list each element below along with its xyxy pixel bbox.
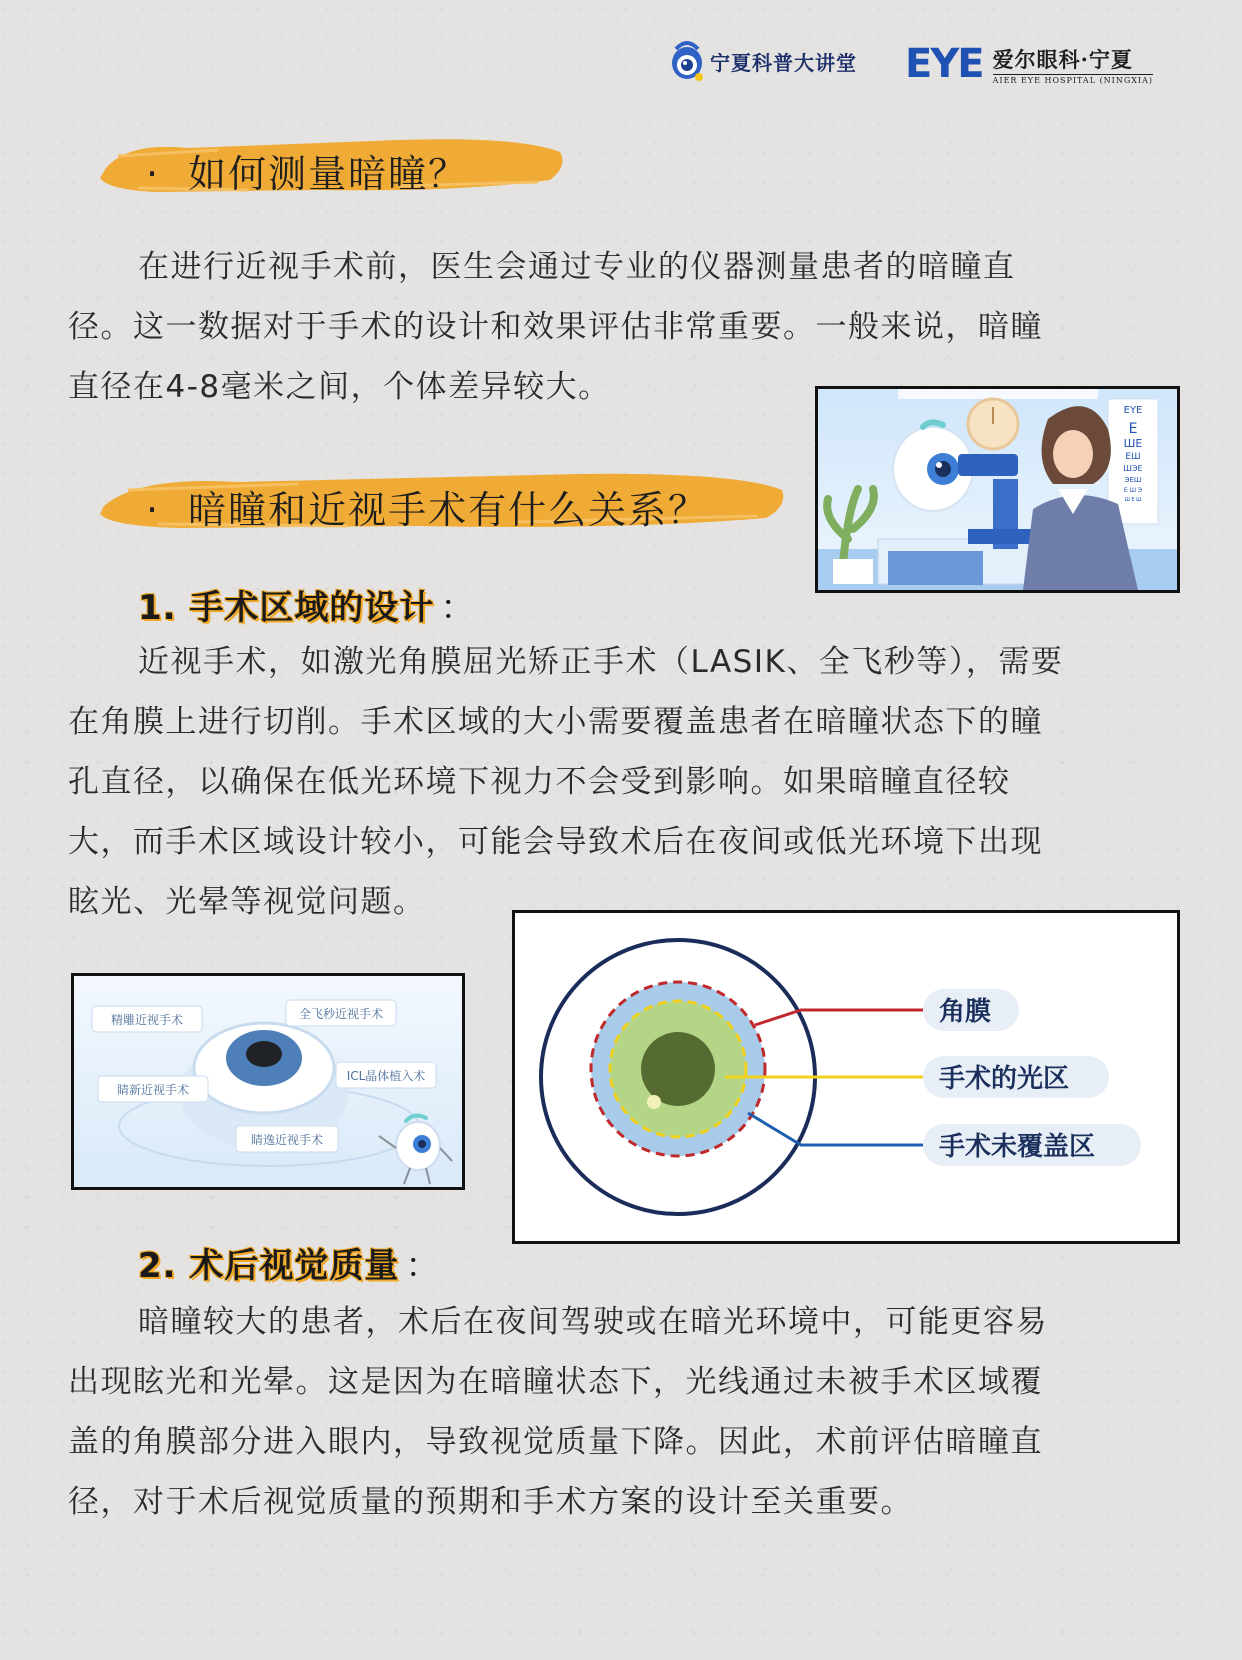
svg-text:手术未覆盖区: 手术未覆盖区 xyxy=(939,1132,1096,1162)
paragraph-line: 出现眩光和光晕。这是因为在暗瞳状态下，光线通过未被手术区域覆 xyxy=(68,1364,1043,1400)
surgical-area-paragraph xyxy=(68,632,1178,932)
paragraph-line: 盖的角膜部分进入眼内，导致视觉质量下降。因此，术前评估暗瞳直 xyxy=(68,1424,1043,1460)
paragraph-line: 眩光、光晕等视觉问题。 xyxy=(68,884,426,920)
hospital-name-cn: 爱尔眼科·宁夏 xyxy=(992,46,1133,72)
svg-text:全飞秒近视手术: 全飞秒近视手术 xyxy=(298,1007,384,1021)
surgery-types-illustration xyxy=(71,973,465,1190)
visual-quality-paragraph xyxy=(68,1292,1178,1532)
svg-text:睛逸近视手术: 睛逸近视手术 xyxy=(250,1133,324,1147)
subheading-surgical-area xyxy=(138,580,475,629)
eye-chart-row: ЭЕШ xyxy=(1124,476,1142,484)
section2-heading: · 暗瞳和近视手术有什么关系？ xyxy=(98,466,788,536)
paragraph-line: 直径在4-8毫米之间，个体差异较大。 xyxy=(68,369,611,405)
paragraph-line: 近视手术，如激光角膜屈光矫正手术（LASIK、全飞秒等），需要 xyxy=(138,644,1064,680)
subheading-text: 2. 术后视觉质量 xyxy=(138,1246,400,1286)
subheading-text: 1. 手术区域的设计 xyxy=(138,588,435,628)
subheading-colon: ： xyxy=(440,588,476,628)
paragraph-line: 径，对于术后视觉质量的预期和手术方案的设计至关重要。 xyxy=(68,1484,913,1520)
legend-cornea xyxy=(923,989,1019,1031)
hospital-logo xyxy=(905,40,1195,88)
svg-text:睛新近视手术: 睛新近视手术 xyxy=(116,1083,190,1097)
eye-chart-row: ШЭЕ xyxy=(1123,464,1143,473)
pupil xyxy=(641,1032,715,1106)
section1-heading-text: 如何测量暗瞳？ xyxy=(188,152,469,196)
eye-exam-illustration xyxy=(815,386,1180,593)
svg-text:手术的光区: 手术的光区 xyxy=(939,1064,1070,1094)
science-lecture-logo xyxy=(668,36,864,86)
svg-text:角膜: 角膜 xyxy=(939,997,992,1027)
hospital-name-en: AIER EYE HOSPITAL (NINGXIA) xyxy=(992,75,1153,85)
surgery-label-1 xyxy=(92,1006,202,1032)
section2-heading-text: 暗瞳和近视手术有什么关系？ xyxy=(188,488,709,532)
legend-optical-zone xyxy=(923,1056,1109,1098)
svg-text:ICL晶体植入术: ICL晶体植入术 xyxy=(346,1069,426,1083)
paragraph-line: 在进行近视手术前，医生会通过专业的仪器测量患者的暗瞳直 xyxy=(138,249,1016,285)
surgery-label-4 xyxy=(336,1062,436,1088)
surgery-label-5 xyxy=(236,1126,338,1152)
paragraph-line: 孔直径，以确保在低光环境下视力不会受到影响。如果暗瞳直径较 xyxy=(68,764,1011,800)
eye-chart-row: Ш E Ш xyxy=(1124,497,1142,503)
eye-chart-row: E xyxy=(1128,421,1138,437)
paragraph-line: 暗瞳较大的患者，术后在夜间驾驶或在暗光环境中，可能更容易 xyxy=(138,1304,1048,1340)
subheading-colon: ： xyxy=(405,1246,441,1286)
mascot-icon xyxy=(668,39,706,83)
legend-uncovered-zone xyxy=(923,1124,1141,1166)
paragraph-line: 大，而手术区域设计较小，可能会导致术后在夜间或低光环境下出现 xyxy=(68,824,1043,860)
paragraph-line: 在角膜上进行切削。手术区域的大小需要覆盖患者在暗瞳状态下的瞳 xyxy=(68,704,1043,740)
wall-logo: EYE xyxy=(1123,405,1143,416)
light-reflection xyxy=(647,1095,661,1109)
eye-chart-row: E Ш Э xyxy=(1123,487,1143,494)
section1-heading: · 如何测量暗瞳？ xyxy=(98,130,568,200)
hospital-logo-mark: EYE xyxy=(905,41,983,87)
eye-chart-row: ШE xyxy=(1123,437,1143,450)
paragraph-line: 径。这一数据对于手术的设计和效果评估非常重要。一般来说，暗瞳 xyxy=(68,309,1043,345)
svg-text:精雕近视手术: 精雕近视手术 xyxy=(110,1013,184,1027)
cornea-zone-diagram xyxy=(512,910,1180,1244)
eye-chart-row: EШ xyxy=(1125,452,1141,462)
subheading-visual-quality xyxy=(138,1238,440,1287)
surgery-label-2 xyxy=(286,1000,396,1026)
science-lecture-title: 宁夏科普大讲堂 xyxy=(710,50,857,75)
surgery-label-3 xyxy=(98,1076,208,1102)
